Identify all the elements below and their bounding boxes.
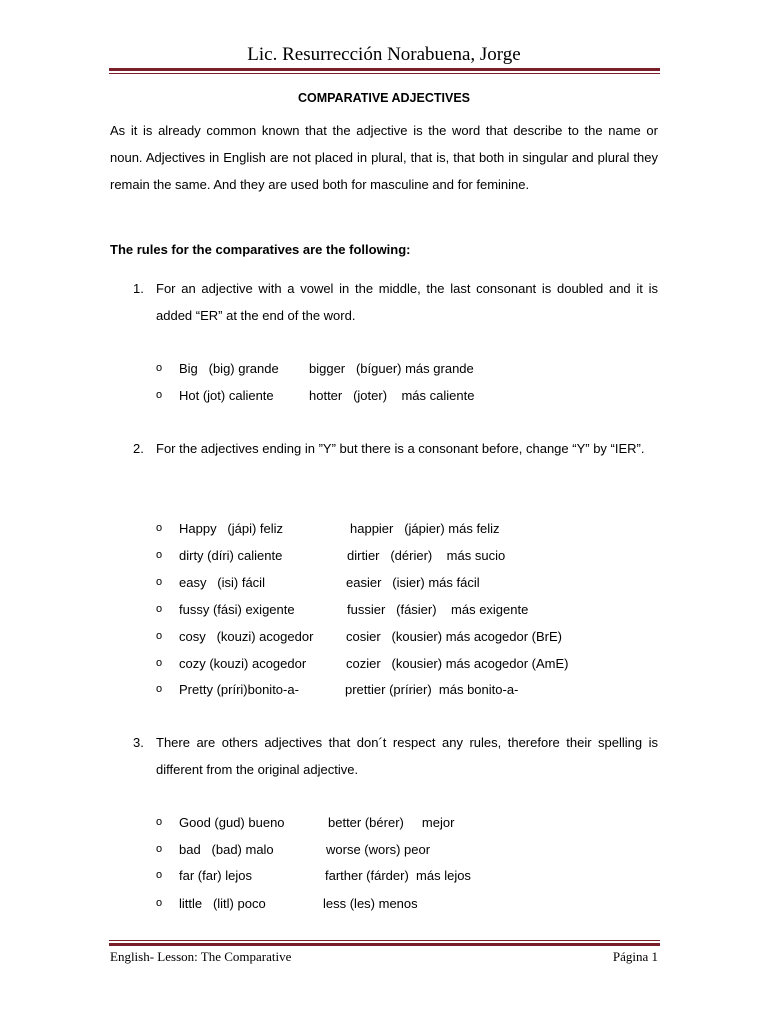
bullet-icon: o <box>156 576 163 588</box>
bullet-icon: o <box>156 897 163 909</box>
adjective-comparative: cosier (kousier) más acogedor (BrE) <box>346 629 563 644</box>
adjective-base: Big (big) grande <box>179 361 279 376</box>
bullet-icon: o <box>156 843 163 855</box>
adjective-base: dirty (díri) caliente <box>179 548 283 563</box>
rule-1-number: 1. <box>133 281 144 296</box>
adjective-comparative: easier (isier) más fácil <box>346 575 480 590</box>
adjective-comparative: farther (fárder) más lejos <box>325 868 471 883</box>
bullet-icon: o <box>156 603 163 615</box>
bullet-icon: o <box>156 816 163 828</box>
bullet-icon: o <box>156 522 163 534</box>
author-name: Lic. Resurrección Norabuena, Jorge <box>247 44 521 65</box>
adjective-base: Good (gud) bueno <box>179 815 285 830</box>
rule-2-text: For the adjectives ending in ”Y” but there is a consonant before, change “Y” by “IER”. <box>156 441 645 456</box>
adjective-comparative: less (les) menos <box>323 896 418 911</box>
adjective-comparative: bigger (bíguer) más grande <box>309 361 474 376</box>
rule-1 <box>133 275 658 329</box>
adjective-base: bad (bad) malo <box>179 842 274 857</box>
bullet-icon: o <box>156 389 163 401</box>
adjective-comparative: prettier (prírier) más bonito-a- <box>345 682 519 697</box>
header-rule-thick <box>109 68 660 71</box>
footer-rule-thick <box>109 943 660 946</box>
bullet-icon: o <box>156 630 163 642</box>
adjective-comparative: dirtier (dérier) más sucio <box>347 548 506 563</box>
adjective-base: little (litl) poco <box>179 896 266 911</box>
adjective-comparative: happier (jápier) más feliz <box>350 521 500 536</box>
bullet-icon: o <box>156 869 163 881</box>
adjective-comparative: hotter (joter) más caliente <box>309 388 475 403</box>
adjective-comparative: better (bérer) mejor <box>328 815 455 830</box>
rules-heading: The rules for the comparatives are the following: <box>110 242 411 257</box>
bullet-icon: o <box>156 549 163 561</box>
adjective-comparative: worse (wors) peor <box>326 842 431 857</box>
rule-2-number: 2. <box>133 441 144 456</box>
rule-2 <box>133 435 658 462</box>
rule-3-text: There are others adjectives that don´t respect any rules, therefore their spelling is different from the original adjective. <box>156 735 658 777</box>
adjective-base: Hot (jot) caliente <box>179 388 274 403</box>
adjective-base: cozy (kouzi) acogedor <box>179 656 307 671</box>
adjective-comparative: fussier (fásier) más exigente <box>347 602 529 617</box>
adjective-base: Happy (jápi) feliz <box>179 521 284 536</box>
intro-paragraph: As it is already common known that the adjective is the word that describe to the name or noun. Adjectives in English are not placed in plural, that is, that both in singular and plural they remain the same. And they are used both for masculine and for feminine. <box>110 123 658 192</box>
bullet-icon: o <box>156 657 163 669</box>
page-number: Página 1 <box>612 949 658 964</box>
rule-1-text: For an adjective with a vowel in the middle, the last consonant is doubled and it is added “ER” at the end of the word. <box>156 281 658 323</box>
adjective-base: easy (isi) fácil <box>179 575 265 590</box>
bullet-icon: o <box>156 362 163 374</box>
adjective-base: Pretty (príri)bonito-a- <box>179 682 299 697</box>
bullet-icon: o <box>156 683 163 695</box>
rule-3-number: 3. <box>133 735 144 750</box>
document-title: COMPARATIVE ADJECTIVES <box>297 91 470 105</box>
adjective-comparative: cozier (kousier) más acogedor (AmE) <box>346 656 569 671</box>
header-rule-thin <box>109 73 660 74</box>
adjective-base: cosy (kouzi) acogedor <box>179 629 314 644</box>
rule-3 <box>133 729 658 783</box>
footer-rule-thin <box>109 940 660 941</box>
footer-lesson-title: English- Lesson: The Comparative <box>110 949 292 964</box>
adjective-base: far (far) lejos <box>179 868 252 883</box>
adjective-base: fussy (fási) exigente <box>179 602 295 617</box>
